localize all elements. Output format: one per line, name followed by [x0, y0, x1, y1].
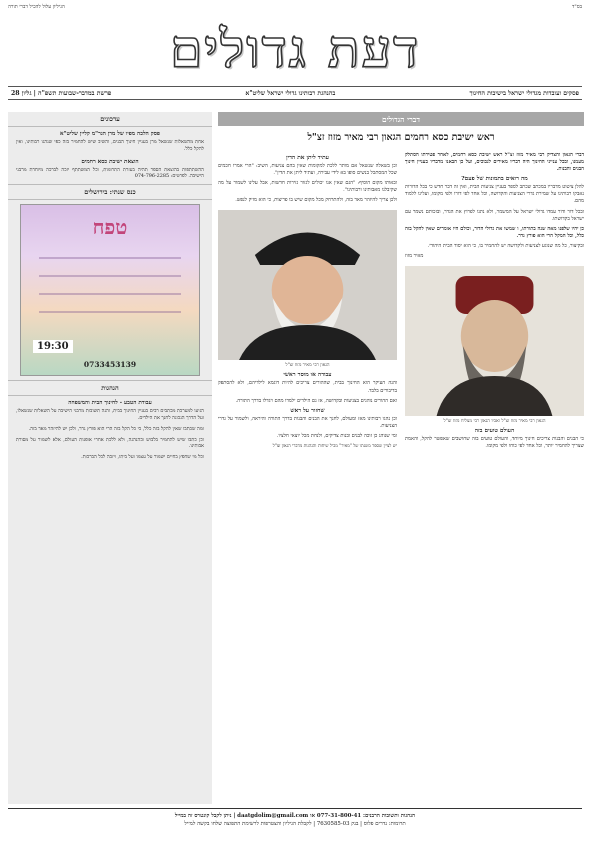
subheading: מה רואים בתמונות של פעם?: [461, 176, 528, 183]
tagline-right: פסקים ועובדות מגדולי ישראל בישיבות החינוך: [469, 89, 579, 97]
subheading: שחזור על ראש: [290, 407, 325, 414]
event-advertisement[interactable]: [20, 204, 200, 376]
main-article: [218, 112, 584, 804]
photo-caption: הגאון רבי מאיר מזוז זצ"ל: [285, 363, 330, 369]
sidebar: [8, 112, 212, 804]
subheading: עבודה או מוסר ראשי: [283, 372, 332, 379]
paragraph: והנה העיקר הוא החינוך בבית, שההורים צריכים להיות דוגמא לילדיהם, ולא להסתפק בדיבורים בלבד.: [218, 380, 397, 394]
tagline-center: בהנהגת רבותינו גדולי ישראל שליט"א: [245, 89, 336, 97]
ad-divider: [39, 293, 181, 295]
ad-phone: 0733453139: [83, 360, 137, 370]
sidebar-paragraph: וכן כתבו שיש להחמיר בלבוש ובהנהגה, ולא ללכת אחרי אופנות העולם, אלא לשמור על מסורת אבותינו.: [16, 436, 204, 450]
sidebar-paragraph: אחת מהשאלות שנשאל מרן בעניין חינוך הבנים, והשיב שיש להחמיר בזה כפי שנהגו רבותינו, ואין להקל כלל.: [16, 139, 204, 152]
ad-title: טפח: [92, 215, 128, 240]
masthead-title: דעת גדולים: [169, 18, 421, 80]
sidebar-paragraph: הגיעו למערכת מכתבים רבים בעניין החינוך בבית, והנה תשובות מרבני הישיבה על השאלות שנשאלו, ועל הדרך הנכונה לחנך את הילדים.: [16, 408, 204, 421]
masthead: [0, 14, 590, 84]
paragraph: ואם ההורים נוהגים בצניעות ובקדושה, אז גם הילדים ילמדו מהם ויגדלו בדרך התורה.: [235, 397, 397, 404]
top-line-left: הגיליון עלול להכיל דברי תורה: [8, 4, 65, 10]
paragraph: וכן בשאלה שנשאל אם מותר ללכת למקומות שאין בהם צניעות, השיב: "הרי אמרו חכמים שכל המסתכל בנשים סופו בא לידי עבירה, ועתיד ליתן את הדין".: [218, 163, 397, 177]
sidebar-paragraph: וכל מי שחפץ בחיים ישמור על עצמו ועל ביתו, ויזכה לכל הברכות.: [81, 454, 204, 461]
sidebar-heading-ad: כנס שנתי: בירושלים: [8, 184, 212, 200]
paragraph: ובאותו מקום הוסיף: "הגם שאין אנו יכולים לגזור גזירות חדשות, אבל עלינו לשמור על מה שקיבלנו מאבותינו ורבותינו".: [218, 180, 397, 194]
paragraph: ולכן צריך להיזהר מאד בזה, ולהתרחק מכל מקום שיש בו פריצות, כי הוא מזיק לנפש.: [235, 197, 397, 204]
tagline-bar: [8, 86, 582, 100]
sidebar-heading-updates: עדכונים: [8, 112, 212, 127]
ad-divider: [39, 257, 181, 259]
photo-caption: הגאון רבי מאיר מזוז זצ"ל ואביו הגאון רבי מצליח מזוז זצ"ל: [443, 419, 546, 425]
footer-line-donations: תרומות: נדרים פלוס | בנק 7630585-03 | לקבלת הגיליון והצטרפות לרשימת התפוצה שלחו בקשה למייל: [184, 821, 406, 827]
sidebar-paragraph: ומה שכתבו שאין להקל בזה כלל, כי כל הקל בזה הרי הוא פורץ גדר, ולכן יש להיזהר מאד בזה.: [28, 425, 204, 432]
sidebar-subheading: פסק הלכה מפיו של מרן הגר"מ קליין שליט"א: [60, 131, 160, 137]
ad-divider: [39, 311, 181, 313]
top-line-right: בס"ד: [572, 4, 582, 10]
tagline-left: פרשת במדבר-שבועות תשפ"ה | גליון 28: [11, 89, 112, 97]
sidebar-subheading: עבודת הטבע - לחינוך הבית והמשפחה: [68, 400, 152, 407]
section-banner: דברי הגדולים: [218, 112, 584, 126]
sidebar-subheading: הוצאת ישיבת כסא רחמים: [81, 158, 139, 165]
subheading: העולם טועים בזה: [474, 428, 515, 435]
sidebar-paragraph: ההשתתפות בהוצאת הספר תהיה בעזרת התרומות, וכל המשתתף יזכה לברכה מיוחדת מרבני הישיבה. לפרטים: 074-796-2285: [16, 166, 204, 180]
portrait-photo-elder: [405, 266, 584, 416]
article-headline: ראש ישיבת כסא רחמים הגאון רבי מאיר מזוז זצ"ל: [307, 132, 495, 143]
paragraph: ובקיצור, כל מה שנוגע לצניעות ולקדושה יש להחמיר בו, כי הוא יסוד הבית היהודי.: [427, 242, 584, 249]
paragraph: ובכל דור ודור עמדו גדולי ישראל על המשמר, ולא נתנו לפרוץ את הגדר, ובזכותם נשמר עם ישראל בקדושתו.: [405, 208, 584, 222]
portrait-photo-rabbi: [218, 210, 397, 360]
portrait-elder-image: [405, 266, 584, 416]
article-intro: דברי הגאון והצדיק רבי מאיר מזוז זצ"ל ראש ישיבת כסא רחמים, לאחר פטירתו הסתלק מעמנו, ובכל ענייני החינוך היה דבריו מאירים לנבוכים, ועל כן הבאנו מדבריו בעניין חינוך הבנים והבנות.: [405, 152, 584, 173]
sidebar-heading-conduct: הגהגות: [8, 380, 212, 396]
article-column-right: [405, 152, 584, 804]
signature: מאיר מזוז: [405, 253, 424, 260]
footer: [8, 808, 582, 838]
paragraph: כן יהיו שלפנו מאה שנה בתורתו, ו שמשו את גדולי הדור, וכולם היו אומרים שאין להקל בזה כלל, וכל המקל הרי הוא פורץ גדר.: [405, 225, 584, 239]
paragraph: וכן נהגו רבותינו מאז ומעולם, לחנך את הבנים והבנות בדרך התורה והיראה, ולשמור על גדרי הצניעות.: [218, 415, 397, 429]
paragraph: ומי שנוהג כן זוכה לבנים ובנות צדיקים, ולנחת מכל יוצאי חלציו.: [276, 432, 397, 439]
subheading: עתיד ליתן את הדין: [286, 155, 329, 161]
article-columns: [218, 152, 584, 804]
top-line: [8, 4, 582, 14]
portrait-rabbi-image: [218, 210, 397, 360]
paragraph: להלן ציטוט מדבריו במכתב שכתב לספר בעניין צניעות הבית, ואין זה דבר חדש כי בכל הדורות נאבקו רבותינו על שמירת גדרי הצניעות והקדושה, וכל אחד לפי דורו ולפי מקומו, ועלינו ללמוד מהם.: [405, 184, 584, 205]
footer-line-contact: הנהגות ותשובות הרבנים: 077-31-800-41 או daatgdolim@gmail.com | ניתן לקבל קונטרס זה במייל: [174, 813, 416, 819]
footnote: יש לציין שספר משנתו של "מאיר" מכיל שיחות והנהגות מדברי הגאון זצ"ל: [272, 444, 397, 450]
ad-time: 19:30: [33, 340, 73, 353]
article-column-left: [218, 152, 397, 804]
paragraph: כי הבנים והבנות צריכים חינוך מיוחד, והעולם טועים בזה שחושבים שאפשר להקל, והאמת שצריך להחמיר יותר, וכל אחד לפי כוחו ולפי מקומו.: [405, 436, 584, 450]
ad-divider: [39, 275, 181, 277]
